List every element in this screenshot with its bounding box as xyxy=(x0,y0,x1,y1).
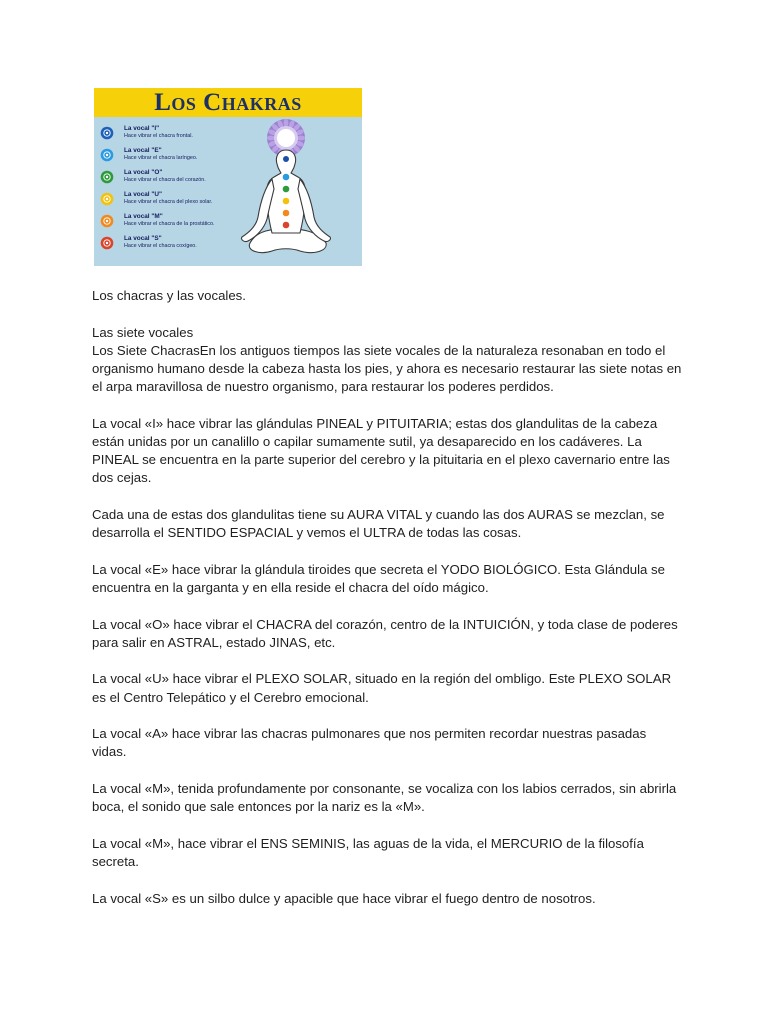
figure-legend xyxy=(98,124,248,256)
paragraph: La vocal «U» hace vibrar el PLEXO SOLAR, situado en la región del ombligo. Este PLEXO SOLAR es el Centro Telepático y el Cerebro emocional. xyxy=(92,671,672,705)
paragraph: La vocal «M», tenida profundamente por consonante, se vocaliza con los labios cerrados, sin abrirla boca, el sonido que sale entonces por la nariz es la «M». xyxy=(92,780,677,815)
paragraph: Los Siete ChacrasEn los antiguos tiempos las siete vocales de la naturaleza resonaban en todo el organismo humano desde la cabeza hasta los pies, y ahora es necesario restaurar las siete notas en el arpa maravillosa de nuestro organismo, para restaurar los poderes perdidos. xyxy=(92,342,682,395)
sacral-chakra-dot xyxy=(283,210,290,217)
legend-item xyxy=(98,234,248,255)
paragraph: La vocal «S» es un silbo dulce y apacible que hace vibrar el fuego dentro de nosotros. xyxy=(92,890,596,906)
throat-chakra-dot xyxy=(283,174,290,181)
legend-vocal: La vocal "O" xyxy=(124,169,163,176)
chakra-o-icon xyxy=(100,170,114,184)
legend-desc: Hace vibrar el chacra frontal. xyxy=(124,132,193,139)
legend-vocal: La vocal "U" xyxy=(124,191,163,198)
legend-desc: Hace vibrar el chacra del corazón. xyxy=(124,176,206,183)
chakra-m-icon xyxy=(100,214,114,228)
legend-item xyxy=(98,212,248,233)
section-heading: Las siete vocales xyxy=(92,324,194,340)
legend-vocal: La vocal "I" xyxy=(124,125,160,132)
legend-desc: Hace vibrar el chacra del plexo solar. xyxy=(124,198,213,205)
paragraph: La vocal «A» hace vibrar las chacras pulmonares que nos permiten recordar nuestras pasadas vidas. xyxy=(92,726,647,760)
paragraph: La vocal «I» hace vibrar las glándulas PINEAL y PITUITARIA; estas dos glandulitas de la cabeza están unidas por un canalillo o capilar sumamente sutil, ya desaparecido en los cadáveres. La PINEAL se encuentra en la parte superior del cerebro y la pituitaria en el plexo cavernario entre las dos cejas. xyxy=(92,415,670,486)
lotus-petal xyxy=(284,119,289,127)
paragraph: La vocal «M», hace vibrar el ENS SEMINIS, las aguas de la vida, el MERCURIO de la filosofía secreta. xyxy=(92,835,644,869)
chakras-figure xyxy=(94,88,362,266)
legend-item xyxy=(98,146,248,167)
intro-line: Los chacras y las vocales. xyxy=(92,288,246,303)
chakra-e-icon xyxy=(100,148,114,162)
legend-item xyxy=(98,190,248,211)
paragraph: Cada una de estas dos glandulitas tiene su AURA VITAL y cuando las dos AURAS se mezclan, se desarrolla el SENTIDO ESPACIAL y vemos el ULTRA de todas las cosas. xyxy=(92,507,665,541)
paragraph: La vocal «O» hace vibrar el CHACRA del corazón, centro de la INTUICIÓN, y toda clase de poderes para salir en ASTRAL, estado JINAS, etc. xyxy=(92,616,678,650)
legend-vocal: La vocal "S" xyxy=(124,235,162,242)
legend-desc: Hace vibrar el chacra laríngeo. xyxy=(124,154,198,161)
paragraph: La vocal «E» hace vibrar la glándula tiroides que secreta el YODO BIOLÓGICO. Esta Glándula se encuentra en la garganta y en ella reside el chacra del oído mágico. xyxy=(92,561,665,595)
legend-item xyxy=(98,168,248,189)
legend-item xyxy=(98,124,248,145)
solar-plexus-chakra-dot xyxy=(283,198,290,205)
heart-chakra-dot xyxy=(283,186,290,193)
lotus-petal xyxy=(297,136,305,141)
figure-title: Los Chakras xyxy=(154,89,302,116)
meditating-figure-illustration xyxy=(234,117,362,266)
chakra-u-icon xyxy=(100,192,114,206)
legend-vocal: La vocal "E" xyxy=(124,147,162,154)
document-body xyxy=(92,287,682,926)
third-eye-dot xyxy=(283,156,289,162)
root-chakra-dot xyxy=(283,222,290,229)
chakra-i-icon xyxy=(100,126,114,140)
lotus-petal xyxy=(267,136,275,141)
legend-desc: Hace vibrar el chacra de la prostático. xyxy=(124,220,215,227)
legend-desc: Hace vibrar el chacra coxígeo. xyxy=(124,242,197,249)
legend-vocal: La vocal "M" xyxy=(124,213,163,220)
chakra-s-icon xyxy=(100,236,114,250)
